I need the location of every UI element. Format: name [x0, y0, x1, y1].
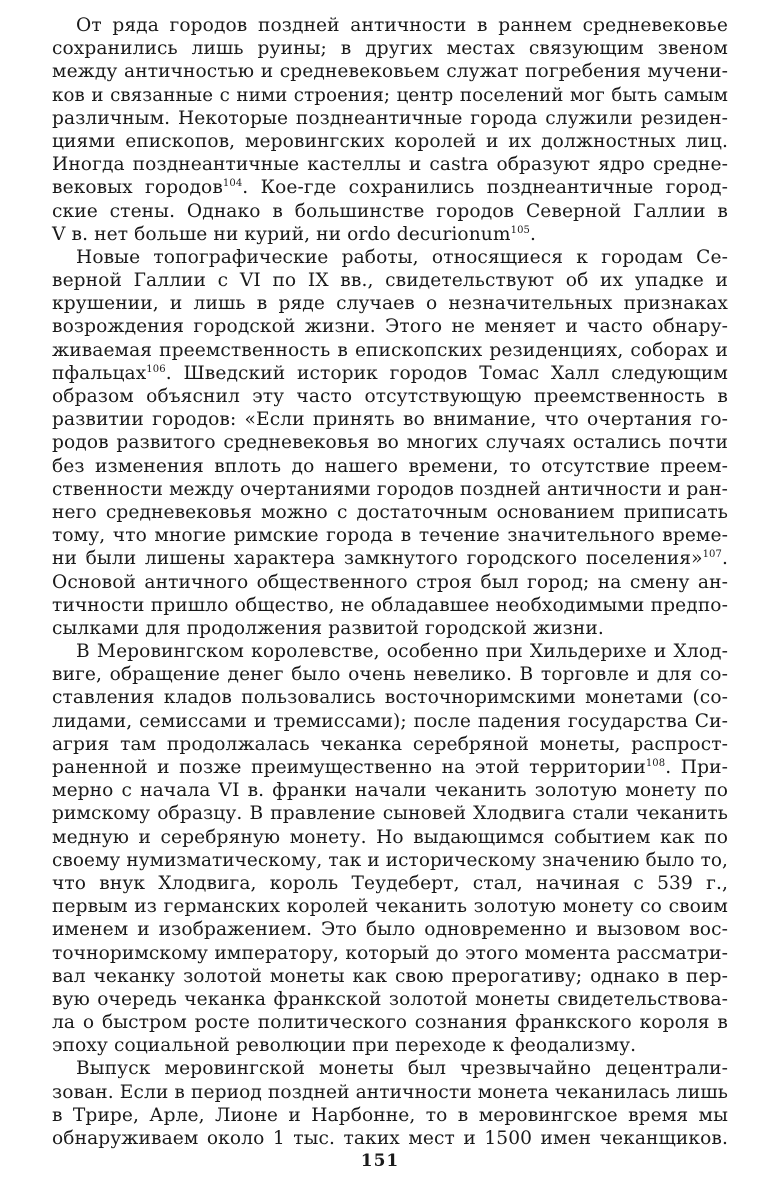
text-line — [52, 826, 728, 849]
text-line — [52, 478, 728, 501]
text-line — [52, 269, 728, 292]
line-text: сохранились лишь руины; в других местах связующим звеном — [52, 38, 728, 60]
line-text: различным. Некоторые позднеантичные города служили резиден- — [52, 107, 728, 129]
line-text: тому, что многие римские города в течение значительного време- — [52, 525, 728, 547]
footnote-ref: 108 — [645, 758, 666, 769]
line-text: Выпуск меровингской монеты был чрезвычайно децентрали- — [76, 1058, 728, 1080]
text-line — [52, 84, 728, 107]
line-text: Новые топографические работы, относящиеся к городам Се- — [76, 246, 728, 268]
line-text: пфальцах — [52, 362, 147, 384]
line-text: ставления кладов пользовались восточноримскими монетами (со- — [52, 687, 728, 709]
text-line — [52, 362, 728, 385]
text-line — [52, 895, 728, 918]
text-line — [52, 1104, 728, 1127]
text-line — [52, 153, 728, 176]
text-line — [52, 1081, 728, 1104]
footnote-ref: 106 — [146, 363, 166, 375]
line-text: лидами, семиссами и тремиссами); после падения государства Си- — [52, 710, 728, 732]
line-text: образом объяснил эту часто отсутствующую преемственность в — [52, 386, 728, 407]
line-text: живаемая преемственность в епископских резиденциях, соборах и — [52, 339, 728, 361]
text-line — [52, 176, 728, 199]
line-text: эпоху социальной революции при переходе к феодализму. — [52, 1035, 637, 1057]
line-text: Основой античного общественного строя был город; на смену ан- — [52, 571, 728, 593]
line-text: Иногда позднеантичные кастеллы и castra образуют ядро средне- — [52, 154, 728, 176]
line-text: медную и серебряную монету. Но выдающимся событием как по — [52, 826, 728, 848]
text-line — [52, 200, 728, 223]
line-text: родов развитого средневековья во многих случаях остались почти — [52, 432, 728, 454]
line-text: ни были лишены характера замкнутого городского поселения» — [52, 548, 703, 570]
line-text: сылками для продолжения развитой городской жизни. — [52, 617, 604, 639]
text-line — [52, 1011, 728, 1034]
text-line — [52, 524, 728, 547]
page-number: 151 — [360, 1151, 400, 1171]
line-text: тичности пришло общество, не обладавшее необходимыми предпо- — [52, 594, 728, 616]
line-text: крушении, и лишь в ряде случаев о незначительных признаках — [52, 293, 728, 315]
line-text: агрия там продолжалась чеканка серебряной монеты, распрост- — [52, 733, 728, 755]
line-text: раненной и позже преимущественно на этой территории — [52, 757, 646, 778]
text-line — [52, 246, 728, 269]
text-line — [52, 223, 728, 246]
text-line — [52, 988, 728, 1011]
line-text: него средневековья можно с достаточным основанием приписать — [52, 501, 728, 523]
footnote-ref: 104 — [222, 178, 243, 190]
line-text: вую очередь чеканка франкской золотой монеты свидетельствова- — [52, 988, 728, 1010]
line-text: виге, обращение денег было очень невелико. В торговле и для со- — [52, 664, 728, 686]
line-text: между античностью и средневековьем служат погребения мучени- — [52, 61, 728, 83]
text-line — [52, 1127, 728, 1150]
text-line — [52, 918, 728, 941]
line-text: точноримскому императору, который до этого момента рассматри- — [52, 942, 728, 964]
text-line — [52, 965, 728, 988]
line-text: первым из германских королей чеканить золотую монету со своим — [52, 896, 728, 918]
text-line — [52, 849, 728, 872]
line-text: вал чеканку золотой монеты как свою прерогативу; однако в пер- — [52, 965, 728, 987]
line-text-continued: . При- — [665, 757, 729, 778]
text-line — [52, 339, 728, 362]
text-line — [52, 431, 728, 454]
text-line — [52, 640, 728, 663]
text-line — [52, 37, 728, 60]
line-text: именем и изображением. Это было одновременно и вызовом вос- — [52, 919, 728, 941]
text-line — [52, 107, 728, 130]
line-text: римскому образцу. В правление сыновей Хлодвига стали чеканить — [52, 803, 728, 825]
text-line — [52, 130, 728, 153]
line-text: ские стены. Однако в большинстве городов Северной Галлии в — [52, 200, 728, 222]
text-line — [52, 594, 728, 617]
line-text: зован. Если в период поздней античности монета чеканилась лишь — [52, 1081, 729, 1103]
text-line — [52, 872, 728, 895]
line-text-continued: . Шведский историк городов Томас Халл следующим — [165, 362, 728, 384]
line-text-continued: . — [721, 548, 728, 570]
text-line — [52, 686, 728, 709]
text-line — [52, 663, 728, 686]
footnote-ref: 107 — [702, 549, 722, 561]
line-text: возрождения городской жизни. Этого не меняет и часто обнару- — [52, 316, 728, 338]
text-line — [52, 292, 728, 315]
line-text: без изменения вплоть до нашего времени, то отсутствие преем- — [52, 455, 728, 477]
page-text — [52, 14, 728, 1150]
text-line — [52, 571, 728, 594]
line-text: вековых городов — [52, 177, 223, 199]
text-line — [52, 385, 728, 408]
text-line — [52, 315, 728, 338]
text-line — [52, 733, 728, 756]
line-text: ла о быстром росте политического сознания франкского короля в — [52, 1012, 728, 1034]
text-line — [52, 60, 728, 83]
text-line — [52, 14, 728, 37]
text-line — [52, 756, 728, 779]
text-line — [52, 547, 728, 570]
line-text: своему нумизматическому, так и историческому значению было то, — [52, 849, 728, 871]
text-line — [52, 942, 728, 965]
text-line — [52, 1034, 728, 1057]
text-line — [52, 779, 728, 802]
line-text: V в. нет больше ни курий, ни ordo decurionum — [52, 223, 511, 245]
text-line — [52, 617, 728, 640]
line-text: в Трире, Арле, Лионе и Нарбонне, то в меровингское время мы — [52, 1104, 728, 1126]
text-line — [52, 1057, 728, 1080]
text-line — [52, 455, 728, 478]
text-line — [52, 710, 728, 733]
line-text-continued: . Кое-где сохранились позднеантичные город- — [242, 177, 728, 199]
line-text: развитии городов: «Если принять во внимание, что очертания го- — [52, 409, 728, 431]
line-text: верной Галлии с VI по IX вв., свидетельствуют об их упадке и — [52, 270, 728, 292]
line-text: ков и связанные с ними строения; центр поселений мог быть самым — [52, 84, 728, 106]
line-text: ственности между очертаниями городов поздней античности и ран- — [52, 478, 728, 500]
line-text: В Меровингском королевстве, особенно при Хильдерихе и Хлод- — [76, 641, 728, 663]
line-text: обнаруживаем около 1 тыс. таких мест и 1500 имен чеканщиков. — [52, 1128, 728, 1149]
line-text: мерно с начала VI в. франки начали чеканить золотую монету по — [52, 780, 728, 802]
line-text: От ряда городов поздней античности в раннем средневековье — [76, 15, 728, 36]
footnote-ref: 105 — [510, 224, 530, 236]
line-text: что внук Хлодвига, король Теудеберт, стал, начиная с 539 г., — [52, 872, 728, 894]
line-text: циями епископов, меровингских королей и их должностных лиц. — [52, 130, 728, 152]
line-text-continued: . — [530, 223, 537, 245]
text-line — [52, 501, 728, 524]
text-line — [52, 408, 728, 431]
text-line — [52, 802, 728, 825]
